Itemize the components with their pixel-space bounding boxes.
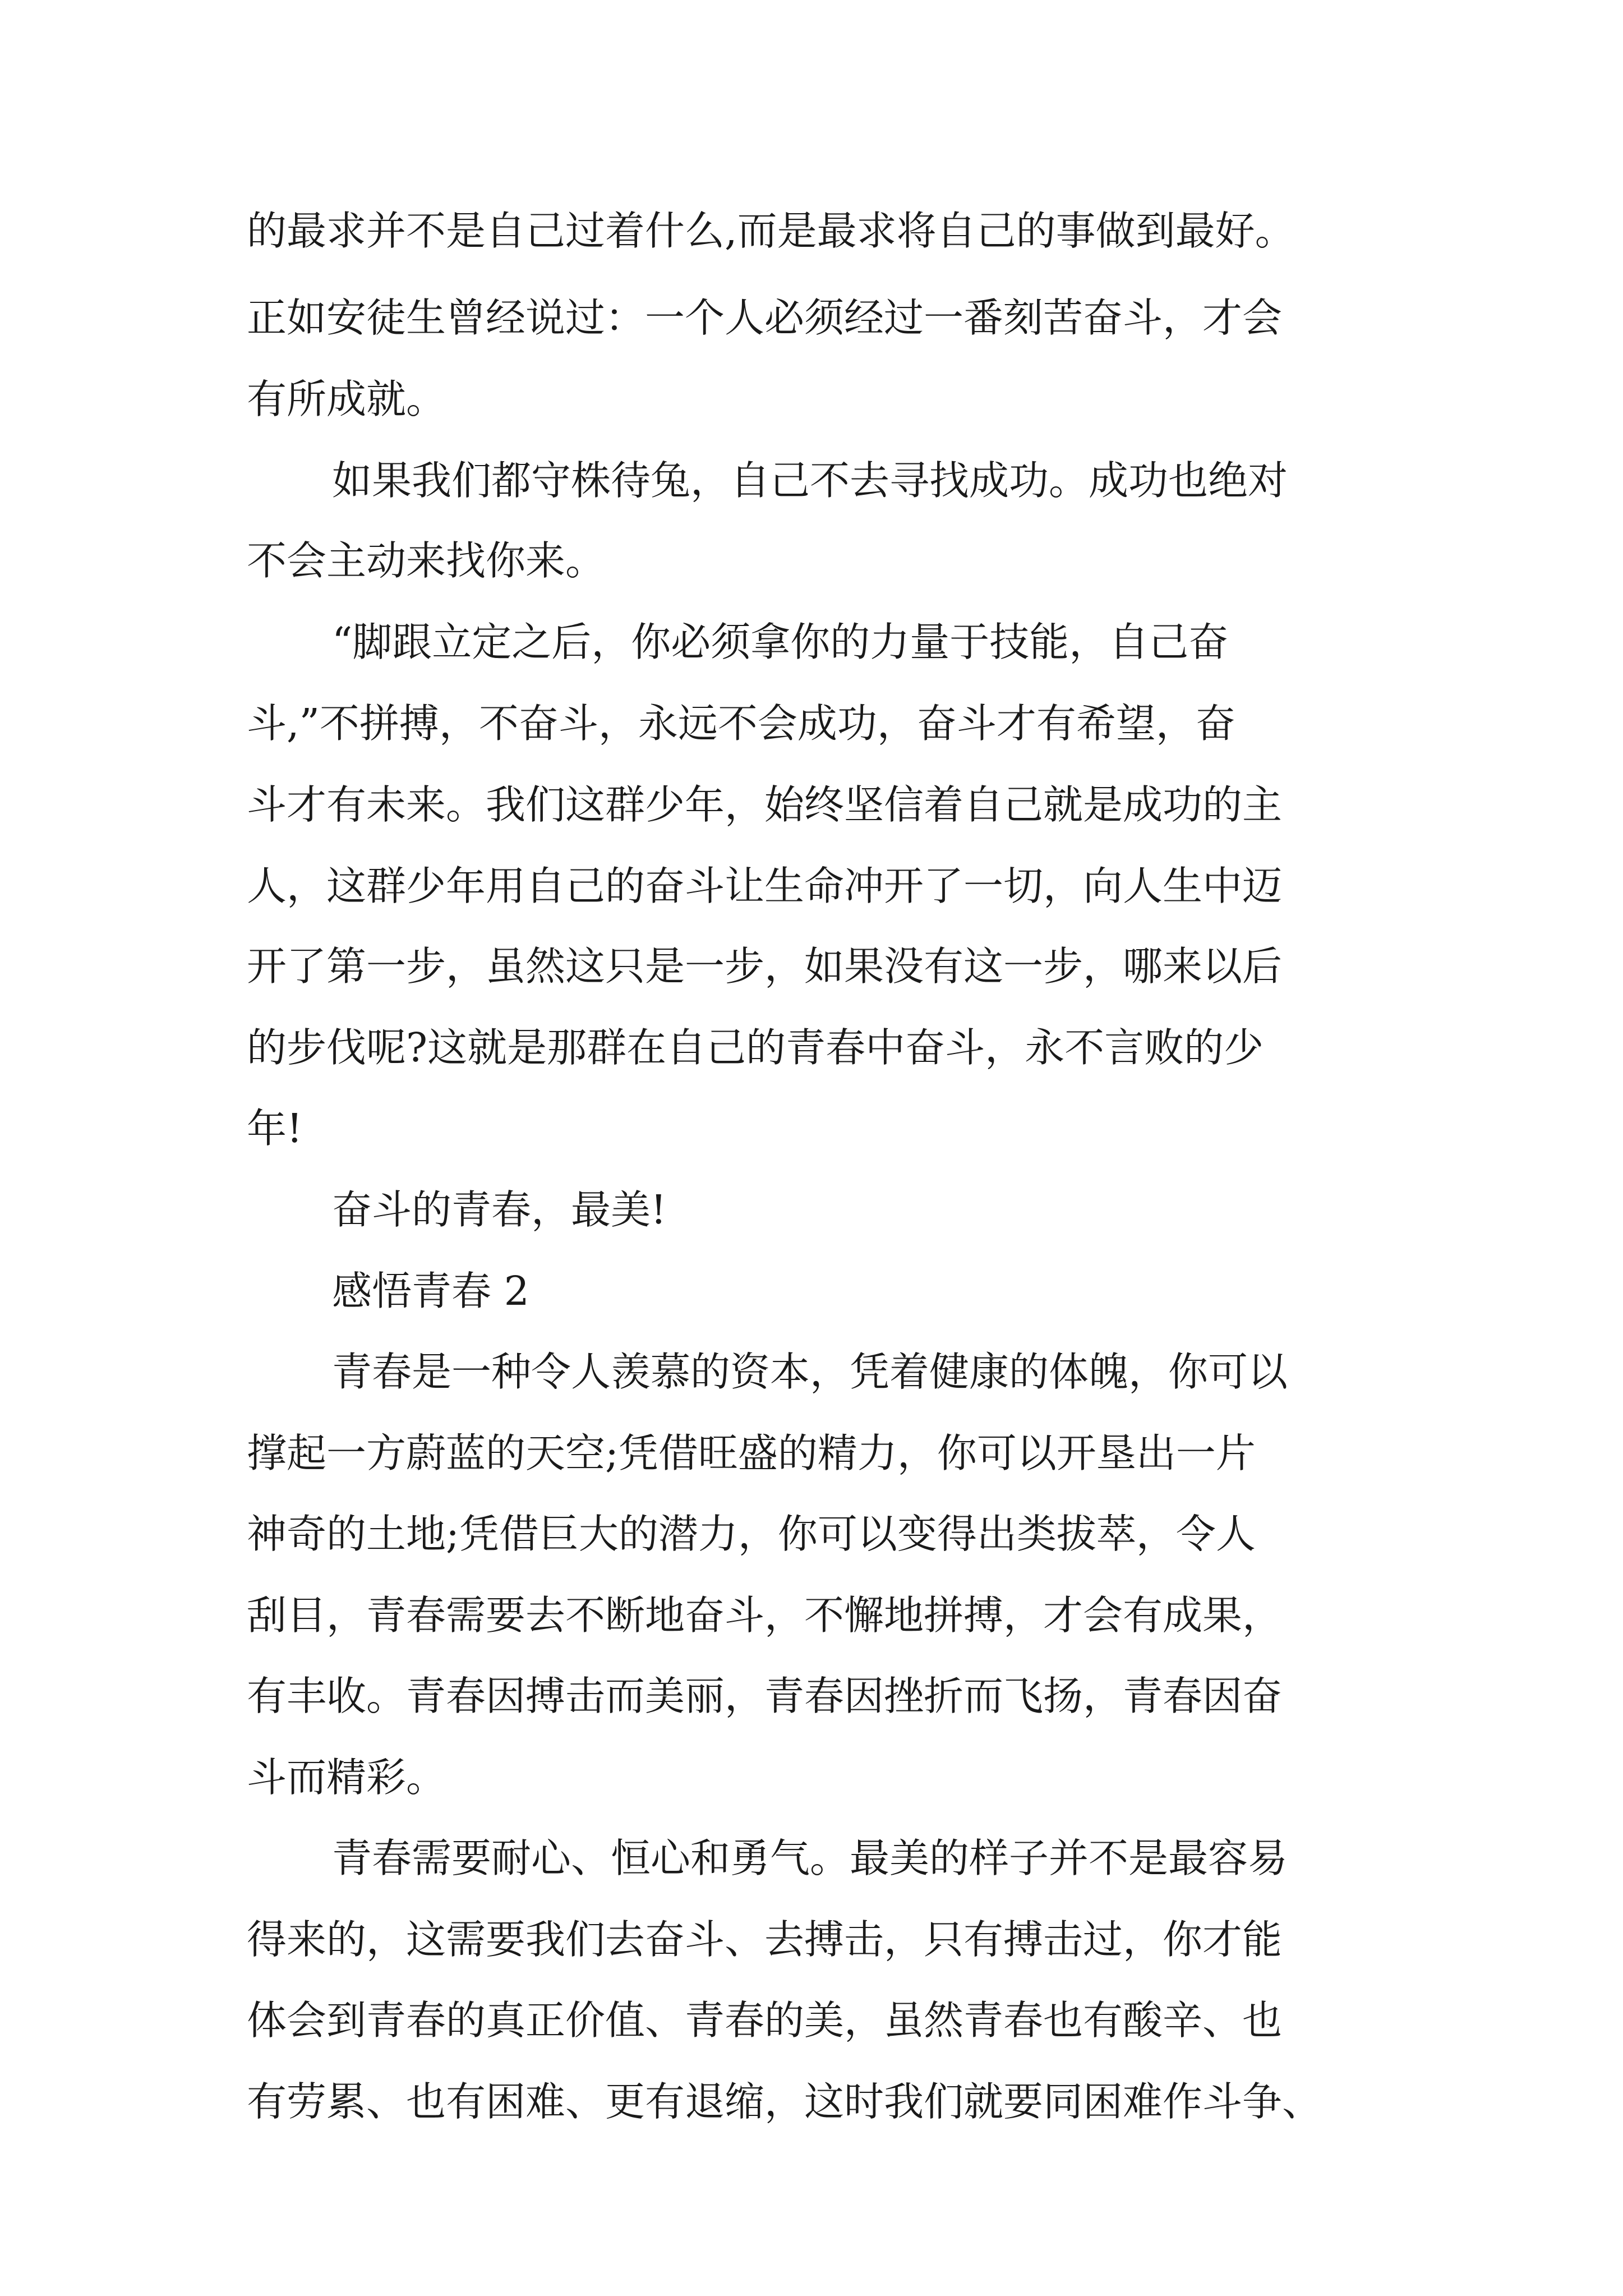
text-line: 斗而精彩。 [247, 1754, 446, 1801]
text-line: 有丰收。青春因搏击而美丽，青春因挫折而飞扬，青春因奋 [247, 1673, 1283, 1719]
text-line: 神奇的土地;凭借巨大的潜力，你可以变得出类拔萃，令人 [247, 1511, 1256, 1557]
text-line: 的最求并不是自己过着什么,而是最求将自己的事做到最好。 [247, 208, 1295, 254]
text-line: 撑起一方蔚蓝的天空;凭借旺盛的精力，你可以开垦出一片 [247, 1430, 1256, 1476]
text-line: 得来的，这需要我们去奋斗、去搏击，只有搏击过，你才能 [247, 1916, 1283, 1963]
text-line: 有所成就。 [247, 376, 446, 422]
text-line: 的步伐呢?这就是那群在自己的青春中奋斗，永不言败的少 [247, 1024, 1264, 1071]
text-line: “脚跟立定之后，你必须拿你的力量于技能，自己奋 [332, 619, 1229, 665]
text-line: 如果我们都守株待兔，自己不去寻找成功。成功也绝对 [332, 457, 1288, 504]
text-line: 正如安徒生曾经说过：一个人必须经过一番刻苦奋斗，才会 [247, 295, 1283, 341]
text-line: 刮目，青春需要去不断地奋斗，不懈地拼搏，才会有成果， [247, 1592, 1283, 1639]
text-line: 体会到青春的真正价值、青春的美，虽然青春也有酸辛、也 [247, 1997, 1283, 2044]
text-line: 有劳累、也有困难、更有退缩，这时我们就要同困难作斗争、 [247, 2078, 1322, 2125]
text-line: 开了第一步，虽然这只是一步，如果没有这一步，哪来以后 [247, 943, 1283, 990]
text-line: 斗,”不拼搏，不奋斗，永远不会成功，奋斗才有希望，奋 [247, 700, 1235, 747]
text-line: 不会主动来找你来。 [247, 537, 606, 584]
text-line: 人，这群少年用自己的奋斗让生命冲开了一切，向人生中迈 [247, 863, 1283, 909]
text-line: 斗才有未来。我们这群少年，始终坚信着自己就是成功的主 [247, 781, 1283, 828]
text-line: 年! [247, 1105, 303, 1152]
section-heading: 感悟青春 2 [332, 1268, 529, 1314]
text-line: 奋斗的青春，最美! [332, 1186, 667, 1233]
text-line: 青春是一种令人羡慕的资本，凭着健康的体魄，你可以 [332, 1349, 1288, 1395]
text-line: 青春需要耐心、恒心和勇气。最美的样子并不是最容易 [332, 1835, 1288, 1881]
